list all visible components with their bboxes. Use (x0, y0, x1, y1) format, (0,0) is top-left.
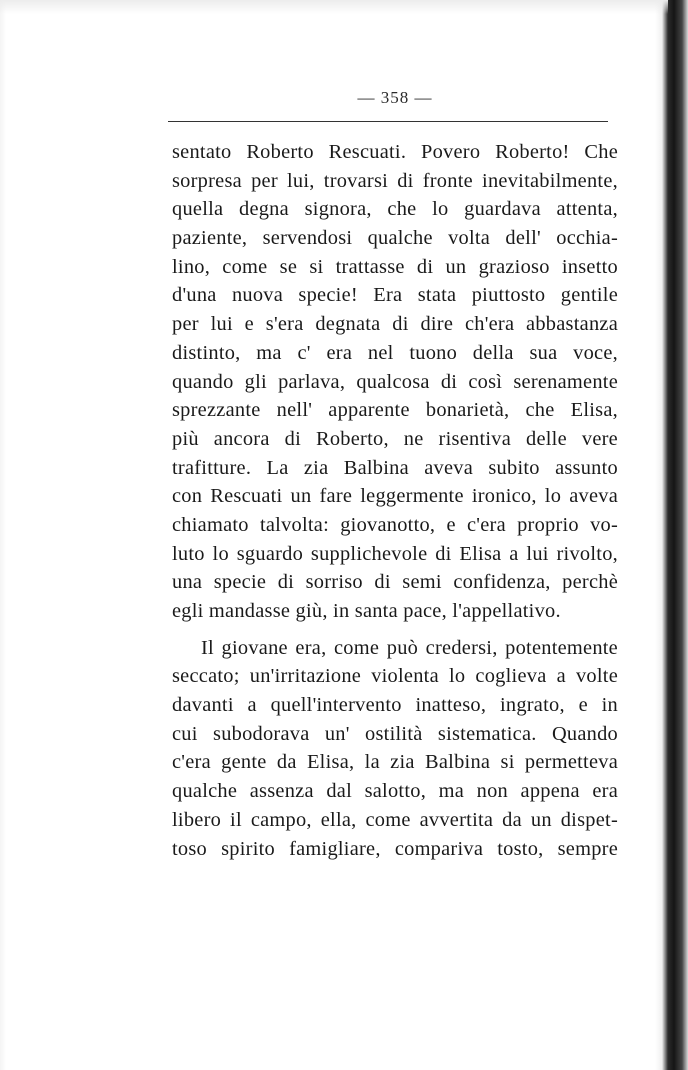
text-line: sentato Roberto Rescuati. Povero Roberto! Che (172, 141, 618, 163)
text-line: paziente, servendosi qualche volta dell' occhia- (172, 227, 618, 250)
text-line: egli mandasse giù, in santa pace, l'appellativo. (172, 600, 561, 622)
text-line: sprezzante nell' apparente bonarietà, che Elisa, (172, 399, 618, 422)
text-line: più ancora di Roberto, ne risentiva delle vere (172, 427, 618, 450)
text-line: distinto, ma c' era nel tuono della sua voce, (172, 341, 618, 364)
text-line: davanti a quell'intervento inatteso, ingrato, e in (172, 694, 618, 717)
paragraph (172, 634, 618, 892)
text-line: chiamato talvolta: giovanotto, e c'era proprio vo- (172, 513, 618, 536)
text-line: cui subodorava un' ostilità sistematica. Quando (172, 722, 618, 745)
header-rule (168, 121, 608, 122)
text-line: per lui e s'era degnata di dire ch'era abbastanza (172, 313, 618, 336)
text-line: una specie di sorriso di semi confidenza, perchè (172, 571, 618, 594)
text-line: sorpresa per lui, trovarsi di fronte inevitabilmente, (172, 169, 618, 192)
page-top-shadow (0, 0, 668, 14)
text-line: lino, come se si trattasse di un grazioso insetto (172, 255, 618, 278)
paragraph (172, 138, 618, 626)
text-line: libero il campo, ella, come avvertita da un dispet- (172, 808, 618, 831)
paragraph-gap (172, 626, 618, 634)
page-number: — 358 — (357, 88, 433, 107)
text-line: Il giovane era, come può credersi, potentemente (201, 636, 618, 659)
text-line: c'era gente da Elisa, la zia Balbina si permetteva (172, 751, 618, 774)
text-line: d'una nuova specie! Era stata piuttosto gentile (172, 284, 618, 307)
text-line: trafitture. La zia Balbina aveva subito assunto (172, 456, 618, 479)
text-line: luto lo sguardo supplichevole di Elisa a lui rivolto, (172, 542, 618, 565)
text-line: con Rescuati un fare leggermente ironico, lo aveva (172, 485, 618, 508)
text-line: qualche assenza dal salotto, ma non appena era (172, 780, 618, 803)
body-text (172, 138, 618, 892)
text-line: quella degna signora, che lo guardava attenta, (172, 198, 618, 221)
text-line: toso spirito famigliare, compariva tosto, sempre (172, 837, 618, 860)
text-line (172, 863, 618, 892)
text-line: quando gli parlava, qualcosa di così serenamente (172, 370, 618, 393)
text-line: seccato; un'irritazione violenta lo coglieva a volte (172, 665, 618, 688)
